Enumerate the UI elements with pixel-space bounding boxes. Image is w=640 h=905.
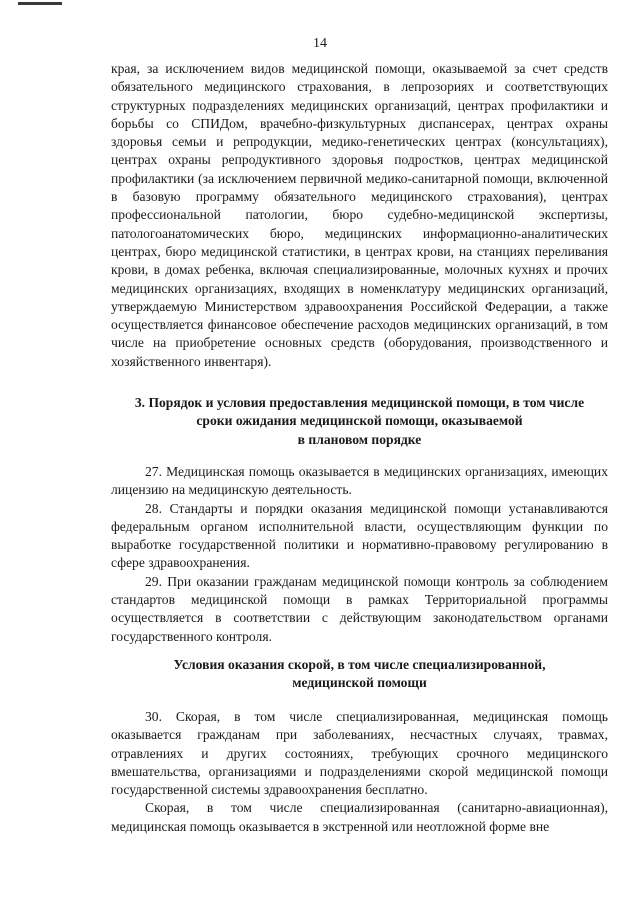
emergency-care-body: [111, 708, 608, 836]
section-3-heading-line: сроки ожидания медицинской помощи, оказываемой: [196, 413, 523, 429]
section-3-heading-line: 3. Порядок и условия предоставления медицинской помощи, в том числе: [134, 395, 585, 410]
continuation-block: [111, 60, 608, 371]
emergency-care-heading: [111, 656, 608, 693]
section-3-heading: [111, 394, 608, 449]
emergency-heading-line: Условия оказания скорой, в том числе специализированной,: [173, 657, 546, 672]
paragraph-29: 29. При оказании гражданам медицинской помощи контроль за соблюдением стандартов медицинской помощи в рамках Территориальной программы осуществляется в соответствии с действующим законодательством органами государственного контроля.: [111, 573, 608, 644]
section-3-body: [111, 463, 608, 646]
paragraph-27: 27. Медицинская помощь оказывается в медицинских организациях, имеющих лицензию на медицинскую деятельность.: [111, 464, 608, 498]
paragraph-28: 28. Стандарты и порядки оказания медицинской помощи устанавливаются федеральным органом исполнительной власти, осуществляющим функции по выработке государственной политики и нормативно-правовому регулированию в сфере здравоохранения.: [111, 500, 608, 571]
continuation-paragraph: края, за исключением видов медицинской помощи, оказываемой за счет средств обязательного медицинского страхования, в лепрозориях и соответствующих структурных подразделениях медицинских организаций, центрах профилактики и борьбы со СПИДом, врачебно-физкультурных диспансерах, центрах охраны здоровья семьи и репродукции, медико-генетических центрах (консультациях), центрах охраны репродуктивного здоровья подростков, центрах медицинской профилактики (за исключением первичной медико-санитарной помощи, включенной в базовую программу обязательного медицинского страхования), центрах профессиональной патологии, бюро судебно-медицинской экспертизы, патологоанатомических бюро, медицинских информационно-аналитических центрах, бюро медицинской статистики, в центрах крови, на станциях переливания крови, в домах ребенка, включая специализированные, молочных кухнях и прочих медицинских организациях, входящих в номенклатуру медицинских организаций, утверждаемую Министерством здравоохранения Российской Федерации, а также осуществляется финансовое обеспечение расходов медицинских организаций, в том числе на приобретение основных средств (оборудования, производственного и хозяйственного инвентаря).: [111, 61, 608, 369]
paragraph-ambulance-continued: Скорая, в том числе специализированная (санитарно-авиационная), медицинская помощь оказывается в экстренной или неотложной форме вне: [111, 800, 608, 834]
page-number: 14: [313, 36, 327, 51]
emergency-heading-line: медицинской помощи: [292, 675, 427, 691]
paragraph-30: 30. Скорая, в том числе специализированная, медицинская помощь оказывается гражданам при заболеваниях, несчастных случаях, травмах, отравлениях и других состояниях, требующих срочного медицинского вмешательства, организациями и подразделениями скорой медицинской помощи государственной системы здравоохранения бесплатно.: [111, 709, 608, 798]
scan-edge-mark: [18, 2, 62, 5]
section-3-heading-line: в плановом порядке: [297, 431, 422, 447]
